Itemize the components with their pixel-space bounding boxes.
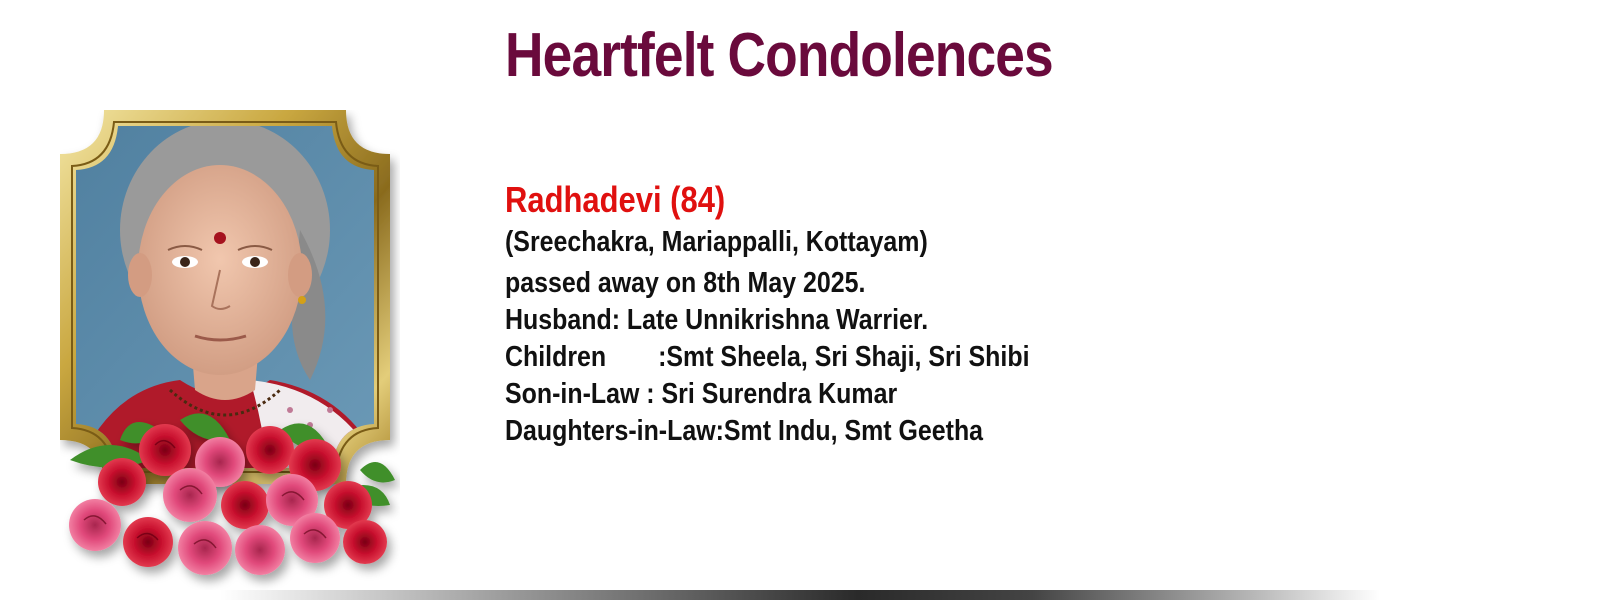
bottom-divider: [220, 590, 1380, 600]
deceased-name: Radhadevi (84): [505, 179, 726, 220]
passed-away-line: passed away on 8th May 2025.: [505, 267, 866, 299]
son-in-law-line: Son-in-Law : Sri Surendra Kumar: [505, 378, 898, 410]
address-line: (Sreechakra, Mariappalli, Kottayam): [505, 226, 928, 258]
husband-line: Husband: Late Unnikrishna Warrier.: [505, 304, 929, 336]
daughters-in-law-line: Daughters-in-Law:Smt Indu, Smt Geetha: [505, 415, 984, 447]
children-line: [505, 339, 1030, 376]
memorial-portrait: [60, 110, 400, 590]
children-label: Children: [505, 341, 607, 373]
headline: Heartfelt Condolences: [505, 21, 1053, 90]
obituary-details: [505, 178, 1030, 450]
children-value: :Smt Sheela, Sri Shaji, Sri Shibi: [658, 341, 1030, 373]
